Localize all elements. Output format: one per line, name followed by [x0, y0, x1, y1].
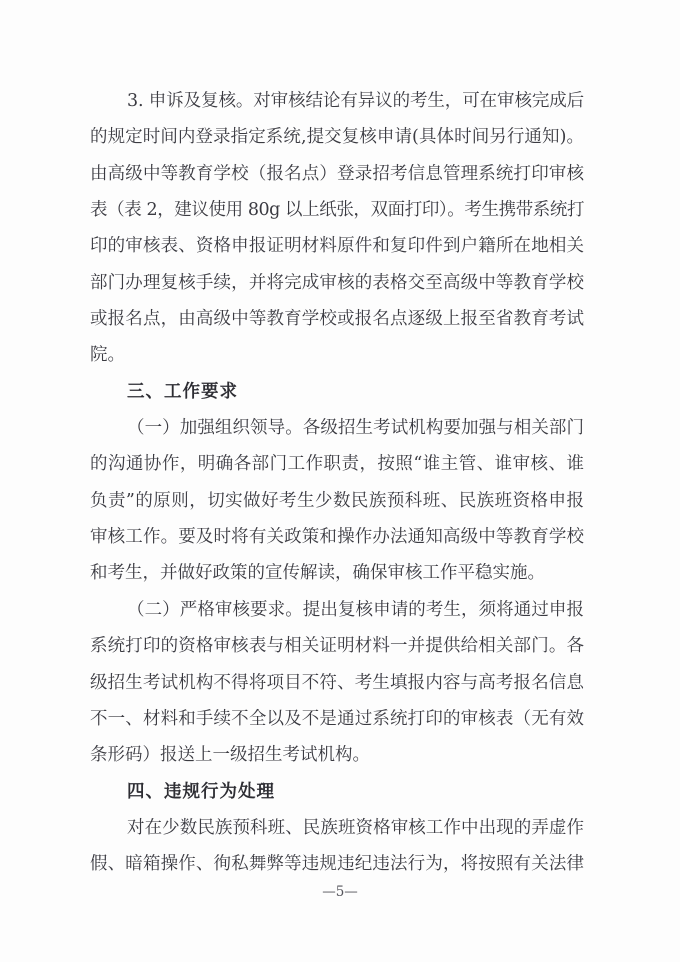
- text-line: （二）严格审核要求。提出复核申请的考生，须将通过申报: [127, 599, 584, 620]
- text-line: 不一、材料和手续不全以及不是通过系统打印的审核表（无有效: [90, 708, 584, 729]
- text-line: 的沟通协作，明确各部门工作职责，按照“谁主管、谁审核、谁: [90, 454, 584, 475]
- text-line: 审核工作。要及时将有关政策和操作办法通知高级中等教育学校: [90, 527, 584, 548]
- text-line: 假、暗箱操作、徇私舞弊等违规违纪违法行为，将按照有关法律: [90, 854, 584, 875]
- text-line: 或报名点，由高级中等教育学校或报名点逐级上报至省教育考试: [90, 309, 584, 330]
- section-heading: [90, 774, 584, 810]
- text-line: 系统打印的资格审核表与相关证明材料一并提供给相关部门。各: [90, 636, 584, 657]
- paragraph: [90, 83, 584, 374]
- section-heading-text: 四、违规行为处理: [127, 781, 275, 802]
- text-line: （一）加强组织领导。各级招生考试机构要加强与相关部门: [127, 418, 584, 439]
- text-line: 对在少数民族预科班、民族班资格审核工作中出现的弄虚作: [127, 817, 584, 838]
- text-line: 和考生，并做好政策的宣传解读，确保审核工作平稳实施。: [90, 563, 545, 584]
- text-line: 负责”的原则，切实做好考生少数民族预科班、民族班资格申报: [90, 490, 584, 511]
- section-heading: [90, 374, 584, 410]
- text-line: 表（表 2，建议使用 80g 以上纸张，双面打印）。考生携带系统打: [90, 200, 584, 221]
- text-line: 部门办理复核手续，并将完成审核的表格交至高级中等教育学校: [90, 272, 584, 293]
- text-line: 院。: [90, 345, 125, 366]
- section-heading-text: 三、工作要求: [127, 381, 238, 402]
- document-body: [90, 83, 584, 883]
- paragraph: [90, 410, 584, 592]
- text-line: 的规定时间内登录指定系统,提交复核申请(具体时间另行通知)。: [90, 127, 584, 148]
- text-line: 由高级中等教育学校（报名点）登录招考信息管理系统打印审核: [90, 163, 584, 184]
- text-line: 3. 申诉及复核。对审核结论有异议的考生，可在审核完成后: [127, 91, 584, 111]
- text-line: 级招生考试机构不得将项目不符、考生填报内容与高考报名信息: [90, 672, 584, 693]
- page-number: —5—: [322, 884, 358, 900]
- text-line: 条形码）报送上一级招生考试机构。: [90, 745, 370, 766]
- paragraph: [90, 810, 584, 883]
- text-line: 印的审核表、资格申报证明材料原件和复印件到户籍所在地相关: [90, 236, 584, 257]
- paragraph: [90, 592, 584, 774]
